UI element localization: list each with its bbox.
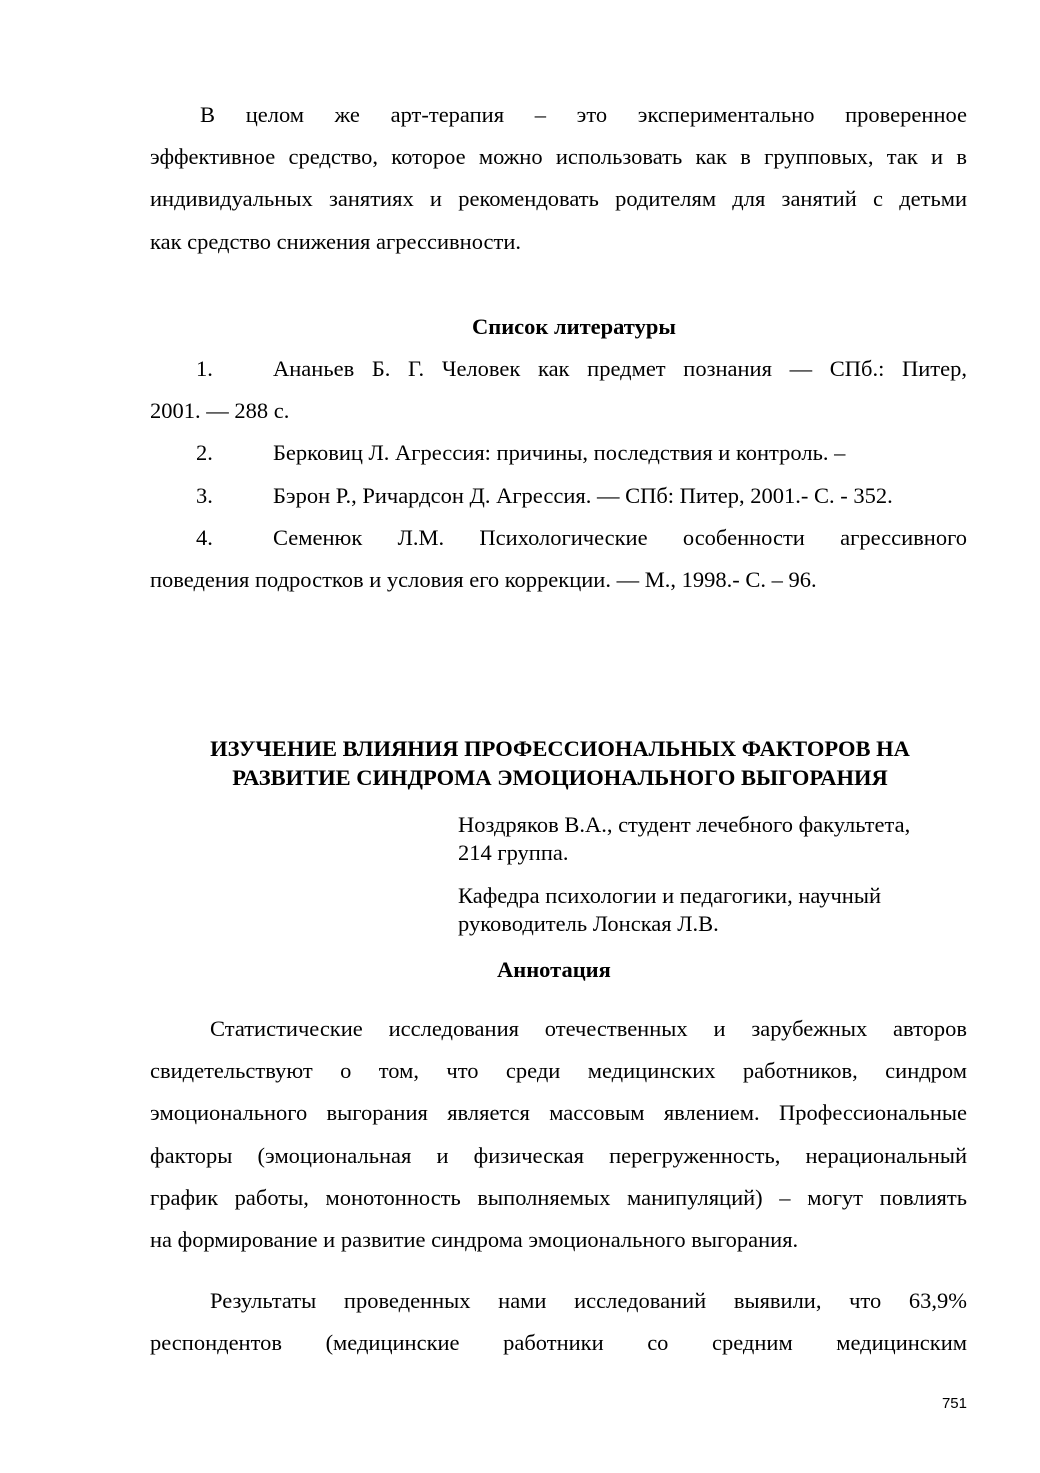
article-title-line-1: ИЗУЧЕНИЕ ВЛИЯНИЯ ПРОФЕССИОНАЛЬНЫХ ФАКТОРОВ НА (210, 736, 910, 761)
author-line-1: Ноздряков В.А., студент лечебного факультета, (458, 812, 911, 837)
abstract-p2-line-1: Результаты проведенных нами исследований выявили, что 63,9% (210, 1288, 967, 1313)
reference-text-continued: поведения подростков и условия его коррекции. — М., 1998.- С. – 96. (150, 567, 817, 592)
department-line-1: Кафедра психологии и педагогики, научный (458, 883, 881, 908)
reference-text: Берковиц Л. Агрессия: причины, последствия и контроль. – (273, 440, 846, 465)
page-number: 751 (941, 1395, 967, 1412)
intro-line-1: В целом же арт-терапия – это экспериментально проверенное (200, 102, 967, 127)
abstract-p1-line-3: эмоционального выгорания является массовым явлением. Профессиональные (150, 1100, 967, 1125)
article-title-line-2: РАЗВИТИЕ СИНДРОМА ЭМОЦИОНАЛЬНОГО ВЫГОРАНИЯ (232, 765, 888, 790)
intro-line-3: индивидуальных занятиях и рекомендовать родителям для занятий с детьми (150, 186, 967, 211)
reference-number: 2. (196, 440, 213, 465)
reference-text: Ананьев Б. Г. Человек как предмет познания — СПб.: Питер, (273, 356, 967, 381)
author-line-2: 214 группа. (458, 840, 569, 865)
reference-number: 4. (196, 525, 213, 550)
intro-line-4: как средство снижения агрессивности. (150, 229, 522, 254)
abstract-p1-line-5: график работы, монотонность выполняемых манипуляций) – могут повлиять (150, 1185, 967, 1210)
abstract-p1-line-2: свидетельствуют о том, что среди медицинских работников, синдром (150, 1058, 967, 1083)
abstract-p1-line-4: факторы (эмоциональная и физическая перегруженность, нерациональный (150, 1143, 967, 1168)
department-line-2: руководитель Лонская Л.В. (458, 911, 719, 936)
abstract-p2-line-2: респондентов (медицинские работники со средним медицинским (150, 1330, 967, 1355)
references-heading: Список литературы (472, 314, 676, 339)
abstract-heading: Аннотация (497, 957, 611, 982)
intro-line-2: эффективное средство, которое можно использовать как в групповых, так и в (150, 144, 967, 169)
reference-text: Бэрон Р., Ричардсон Д. Агрессия. — СПб: Питер, 2001.- С. - 352. (273, 483, 893, 508)
reference-number: 3. (196, 483, 213, 508)
reference-text: Семенюк Л.М. Психологические особенности агрессивного (273, 525, 967, 550)
reference-number: 1. (196, 356, 213, 381)
abstract-p1-line-6: на формирование и развитие синдрома эмоционального выгорания. (150, 1227, 799, 1252)
reference-text-continued: 2001. — 288 с. (150, 398, 290, 423)
abstract-p1-line-1: Статистические исследования отечественных и зарубежных авторов (210, 1016, 967, 1041)
